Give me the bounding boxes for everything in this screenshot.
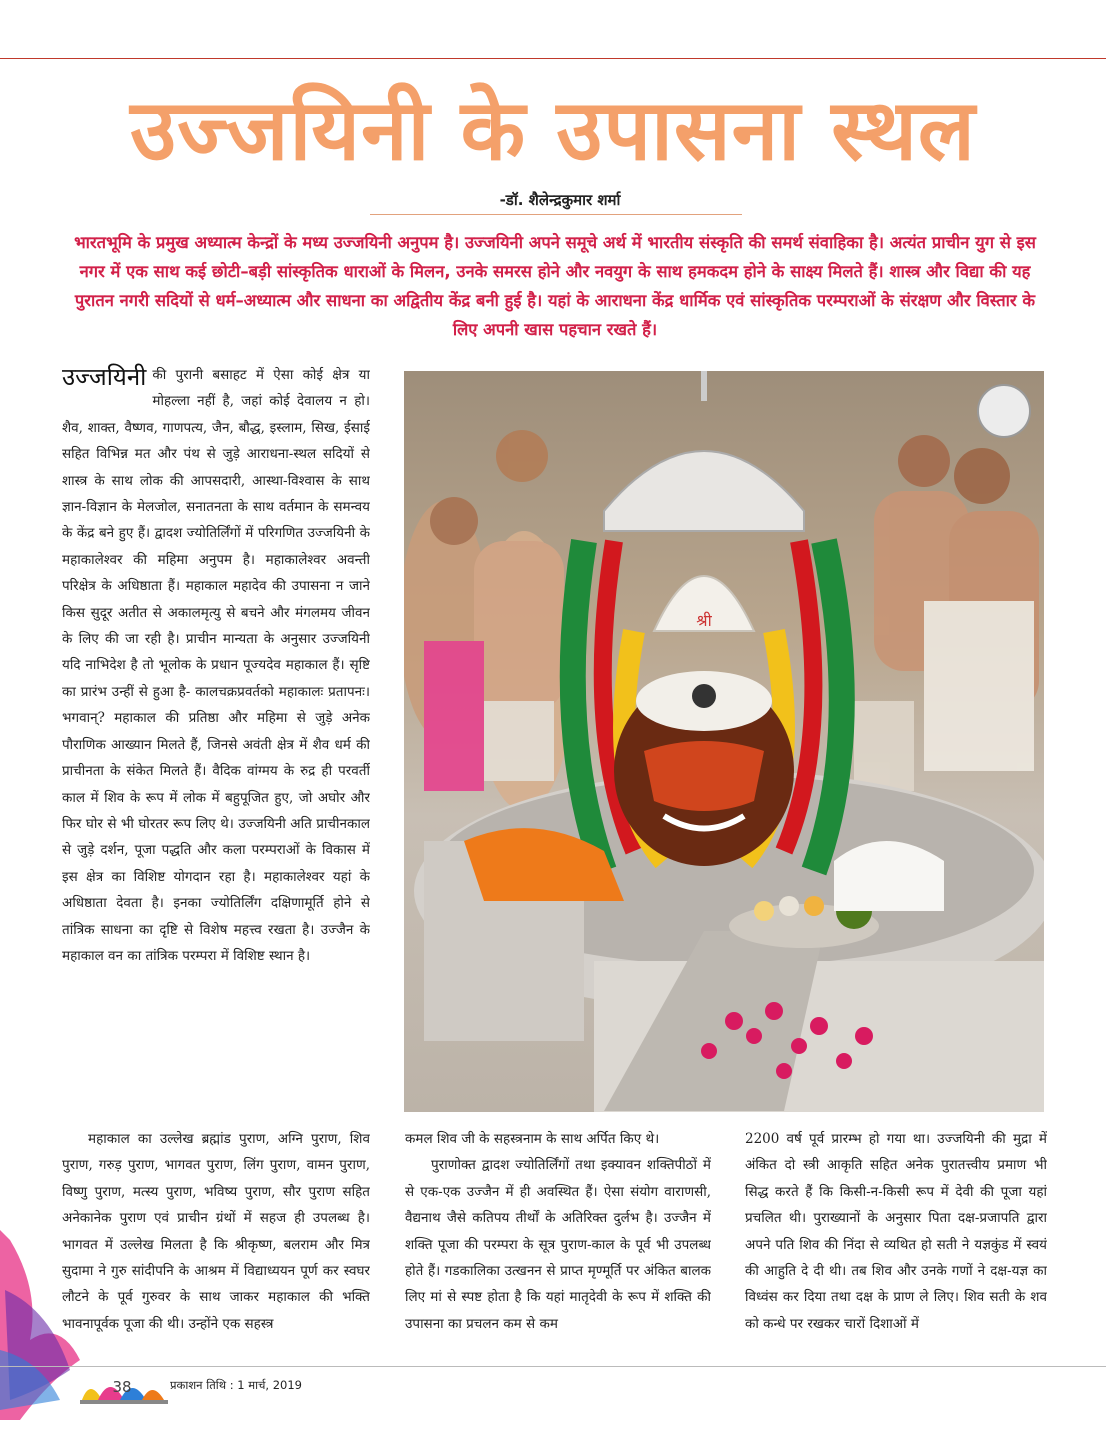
footer-rule bbox=[0, 1366, 1106, 1367]
column-1-paragraph-1: की पुरानी बसाहट में ऐसा कोई क्षेत्र या मोहल्ला नहीं है, जहां कोई देवालय न हो। शैव, शाक्त, वैष्णव, गाणपत्य, जैन, बौद्ध, इस्लाम, सिख, ईसाई सहित विभिन्न मत और पंथ से जुड़े आराधना-स्थल सदियों से शास्त्र के साथ लोक की आपसदारी, आस्था-विश्वास के साथ ज्ञान-विज्ञान के मेलजोल, सनातनता के साथ वर्तमान के समन्वय के केंद्र बने हुए हैं। द्वादश ज्योतिर्लिंगों में परिगणित उज्जयिनी के महाकालेश्वर की महिमा अनुपम है। महाकालेश्वर अवन्ती परिक्षेत्र के अधिष्ठाता हैं। महाकाल महादेव की उपासना न जाने किस सुदूर अतीत से अकालमृत्यु से बचने और मंगलमय जीवन के लिए की जा रही है। प्राचीन मान्यता के अनुसार उज्जयिनी यदि नाभिदेश है तो भूलोक के प्रधान पूज्यदेव महाकाल हैं। सृष्टि का प्रारंभ उन्हीं से हुआ है- कालचक्रप्रवर्तको महाकालः प्रतापनः। भगवान्? महाकाल की प्रतिष्ठा और महिमा से जुड़े अनेक पौराणिक आख्यान मिलते हैं, जिनसे अवंती क्षेत्र में शैव धर्म की प्राचीनता के संकेत मिलते हैं। वैदिक वांग्मय के रुद्र ही परवर्ती काल में शिव के रूप में लोक में बहुपूजित हुए, जो अघोर और फिर घोर से भी घोरतर रूप लिए थे। उज्जयिनी अति प्राचीनकाल से जुड़े दर्शन, पूजा पद्धति और कला परम्पराओं के विकास में इस क्षेत्र का विशिष्ट योगदान रहा है। महाकालेश्वर यहां के अधिष्ठाता देवता है। इनका ज्योतिर्लिंग दक्षिणामूर्ति होने से तांत्रिक साधना का दृष्टि से विशेष महत्त्व रखता है। उज्जैन के महाकाल वन का तांत्रिक परम्परा में विशिष्ट स्थान है। bbox=[62, 367, 370, 964]
article-intro: भारतभूमि के प्रमुख अध्यात्म केन्द्रों के मध्य उज्जयिनी अनुपम है। उज्जयिनी अपने समूचे अर्थ में भारतीय संस्कृति की समर्थ संवाहिका है। अत्यंत प्राचीन युग से इस नगर में एक साथ कई छोटी–बड़ी सांस्कृतिक धाराओं के मिलन, उनके समरस होने और नवयुग के साथ हमकदम होने के साक्ष्य मिलते हैं। शास्त्र और विद्या की यह पुरातन नगरी सदियों से धर्म–अध्यात्म और साधना का अद्वितीय केंद्र बनी हुई है। यहां के आराधना केंद्र धार्मिक एवं सांस्कृतिक परम्पराओं के संरक्षण और विस्तार के लिए अपनी खास पहचान रखते हैं। bbox=[74, 233, 1036, 339]
column-2 bbox=[405, 1126, 711, 1374]
article-title: उज्जयिनी के उपासना स्थल bbox=[130, 81, 976, 179]
crown-label: श्री bbox=[696, 611, 712, 630]
page-number: 38 bbox=[112, 1378, 132, 1396]
mahakal-illustration bbox=[404, 371, 1044, 1112]
byline-rule bbox=[370, 214, 742, 215]
column-3 bbox=[745, 1126, 1047, 1374]
clock-icon bbox=[978, 385, 1030, 437]
lead-word: उज्जयिनी bbox=[62, 363, 147, 391]
column-1-top bbox=[62, 362, 370, 1122]
column-3-paragraph-1: 2200 वर्ष पूर्व प्रारम्भ हो गया था। उज्जयिनी की मुद्रा में अंकित दो स्त्री आकृति सहित अनेक पुरातत्त्वीय प्रमाण भी सिद्ध करते हैं कि किसी-न-किसी रूप में देवी की पूजा यहां प्रचलित थी। पुराख्यानों के अनुसार पिता दक्ष-प्रजापति द्वारा अपने पति शिव की निंदा से व्यथित हो सती ने यज्ञकुंड में स्वयं की आहुति दे दी थी। तब शिव और उनके गणों ने दक्ष-यज्ञ का विध्वंस कर दिया तथा दक्ष के प्राण ले लिए। शिव सती के शव को कन्धे पर रखकर चारों दिशाओं में bbox=[745, 1131, 1047, 1332]
column-2-paragraph-2: पुराणोक्त द्वादश ज्योतिर्लिंगों तथा इक्यावन शक्तिपीठों में से एक-एक उज्जैन में ही अवस्थित हैं। ऐसा संयोग वाराणसी, वैद्यनाथ जैसे कतिपय तीर्थों के अतिरिक्त दुर्लभ है। उज्जैन में शक्ति पूजा की परम्परा के सूत्र पुराण-काल के पूर्व भी उपलब्ध होते हैं। गडकालिका उत्खनन से प्राप्त मृण्मूर्ति पर अंकित बालक लिए मां से स्पष्ट होता है कि यहां मातृदेवी के रूप में शक्ति की उपासना का प्रचलन कम से कम bbox=[405, 1157, 711, 1332]
mahakal-photo bbox=[404, 371, 1044, 1112]
publication-date: प्रकाशन तिथि : 1 मार्च, 2019 bbox=[170, 1378, 302, 1392]
column-2-paragraph-1: कमल शिव जी के सहस्त्रनाम के साथ अर्पित किए थे। bbox=[405, 1131, 660, 1147]
column-1-paragraph-2: महाकाल का उल्लेख ब्रह्मांड पुराण, अग्नि पुराण, शिव पुराण, गरुड़ पुराण, भागवत पुराण, लिंग पुराण, वामन पुराण, विष्णु पुराण, मत्स्य पुराण, भविष्य पुराण, सौर पुराण सहित अनेकानेक पुराण एवं प्राचीन ग्रंथों में सहज ही उपलब्ध है। भागवत में उल्लेख मिलता है कि श्रीकृष्ण, बलराम और मित्र सुदामा ने गुरु सांदीपनि के आश्रम में विद्याध्ययन पूर्ण कर स्वघर लौटने के पूर्व गुरुवर के साथ जाकर महाकाल की भक्ति भावनापूर्वक पूजा की थी। उन्होंने एक सहस्त्र bbox=[62, 1131, 370, 1332]
top-rule bbox=[0, 58, 1106, 59]
author-byline: -डॉ. शैलेन्द्रकुमार शर्मा bbox=[499, 191, 621, 209]
